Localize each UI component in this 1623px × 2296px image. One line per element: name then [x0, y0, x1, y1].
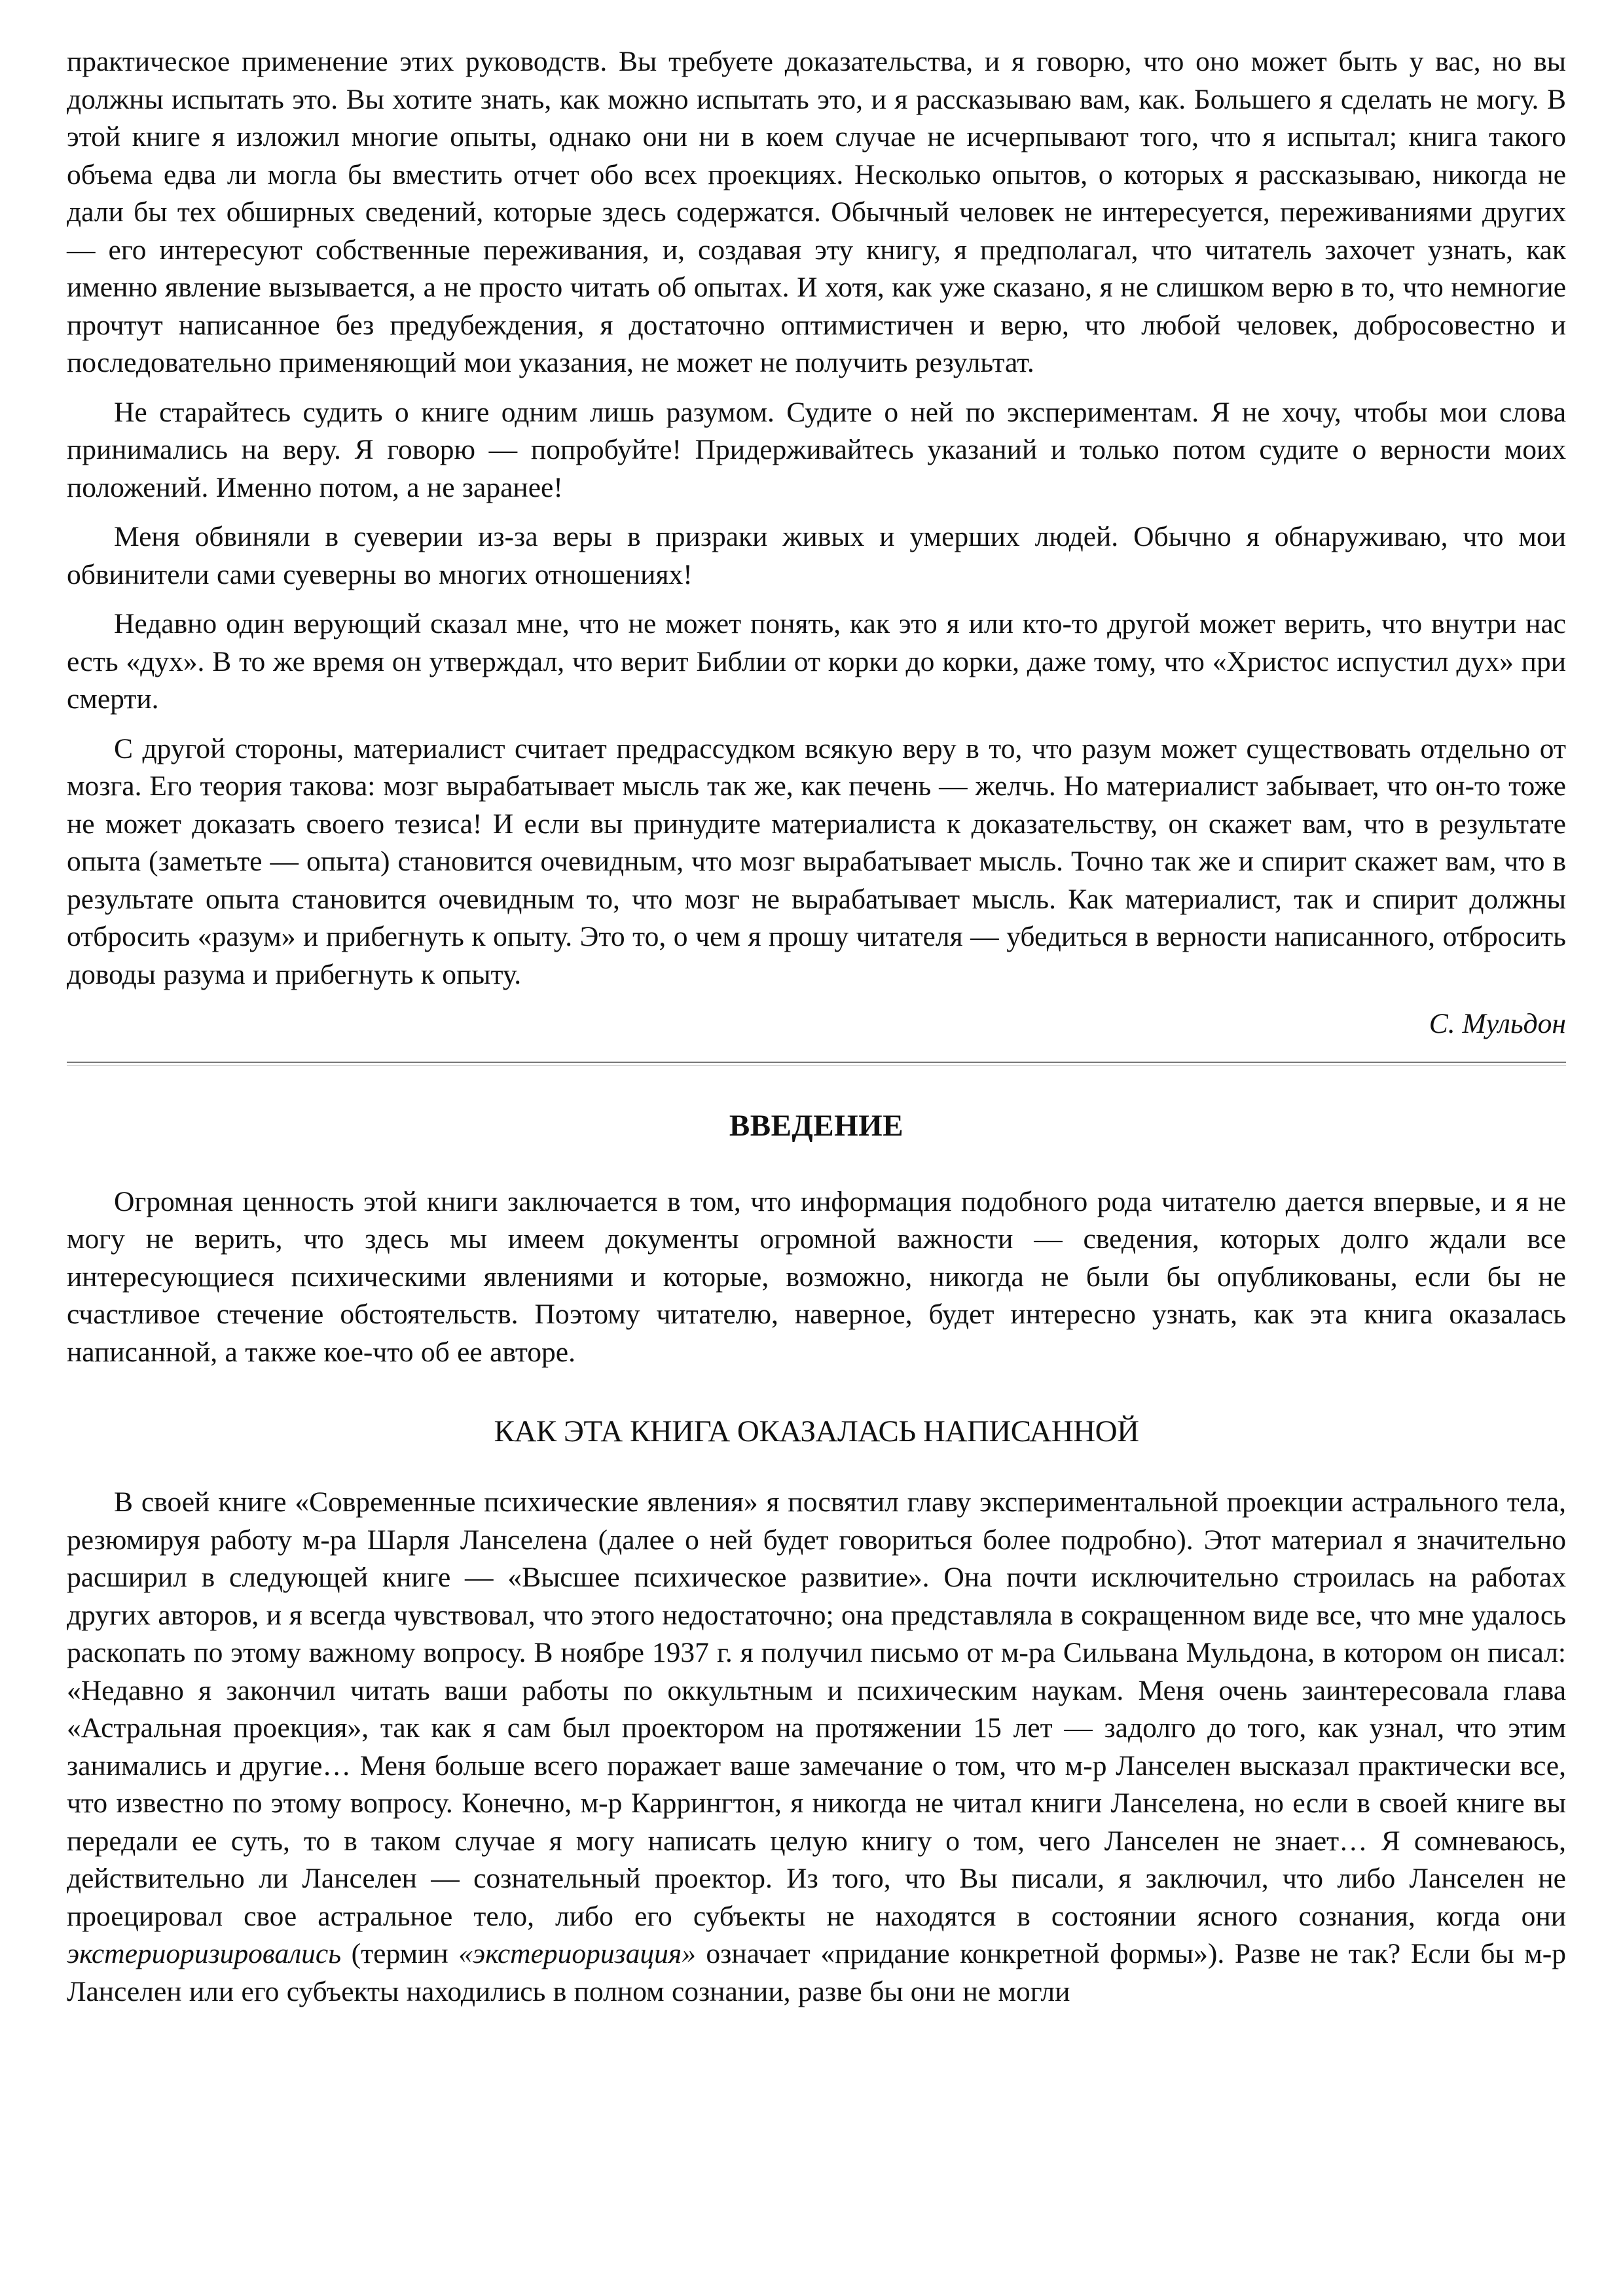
document-page	[67, 43, 1566, 2022]
intro-paragraph-1: практическое применение этих руководств. Вы требуете доказательства, и я говорю, что оно может быть у вас, но вы должны испытать это. Вы хотите знать, как можно испытать это, и я рассказываю вам, как. Большего я сделать не могу. В этой книге я изложил многие опыты, однако они ни в коем случае не исчерпывают того, что я испытал; книга такого объема едва ли могла бы вместить отчет обо всех проекциях. Несколько опытов, о которых я рассказываю, никогда не дали бы тех обширных сведений, которые здесь содержатся. Обычный человек не интересуется, переживаниями других — его интересуют собственные переживания, и, создавая эту книгу, я предполагал, что читатель захочет узнать, как именно явление вызывается, а не просто читать об опытах. И хотя, как уже сказано, я не слишком верю в то, что немногие прочтут написанное без предубеждения, я достаточно оптимистичен и верю, что любой человек, добросовестно и последовательно применяющий мои указания, не может не получить результат.	[67, 46, 1566, 378]
introduction-paragraph: Огромная ценность этой книги заключается в том, что информация подобного рода читателю дается впервые, и я не могу не верить, что здесь мы имеем документы огромной важности — сведения, которых долго ждали все интересующиеся психическими явлениями и которые, возможно, никогда не были бы опубликованы, если бы не счастливое стечение обстоятельств. Поэтому читателю, наверное, будет интересно узнать, как эта книга оказалась написанной, а также кое-что об ее авторе.	[67, 1185, 1566, 1368]
intro-paragraph-4: Недавно один верующий сказал мне, что не может понять, как это я или кто-то другой может верить, что внутри нас есть «дух». В то же время он утверждал, что верит Библии от корки до корки, даже тому, что «Христос испустил дух» при смерти.	[67, 608, 1566, 715]
term-exteriorized: экстериоризировались	[67, 1938, 342, 1969]
how-written-text-1: В своей книге «Современные психические явления» я посвятил главу экспериментальной проекции астрального тела, резюмируя работу м-ра Шарля Ланселена (далее о ней будет говориться более подробно). Этот материал я значительно расширил в следующей книге — «Высшее психическое развитие». Она почти исключительно строилась на работах других авторов, и я всегда чувствовал, что этого недостаточно; она представляла в сокращенном виде все, что мне удалось раскопать по этому важному вопросу. В ноябре 1937 г. я получил письмо от м-ра Сильвана Мульдона, в котором он писал: «Недавно я закончил читать ваши работы по оккультным и психическим наукам. Меня очень заинтересовала глава «Астральная проекция», так как я сам был проектором на протяжении 15 лет — задолго до того, как узнал, что этим занимались и другие… Меня больше всего поражает ваше замечание о том, что м-р Ланселен высказал практически все, что известно по этому вопросу. Конечно, м-р Каррингтон, я никогда не читал книги Ланселена, но если в своей книге вы передали ее суть, то в таком случае я могу написать целую книгу о том, чего Ланселен не знает… Я сомневаюсь, действительно ли Ланселен — сознательный проектор. Из того, что Вы писали, я заключил, что либо Ланселен не проецировал свое астральное тело, либо его субъекты не находятся в состоянии ясного сознания, когда они	[67, 1486, 1566, 1932]
how-written-paragraph	[67, 1484, 1566, 2011]
introduction-heading: ВВЕДЕНИЕ	[729, 1108, 904, 1143]
how-written-text-2: (термин	[341, 1938, 459, 1969]
intro-paragraph-5: С другой стороны, материалист считает предрассудком всякую веру в то, что разум может существовать отдельно от мозга. Его теория такова: мозг вырабатывает мысль так же, как печень — желчь. Но материалист забывает, что он-то тоже не может доказать своего тезиса! И если вы принудите материалиста к доказательству, он скажет вам, что в результате опыта (заметьте — опыта) становится очевидным, что мозг вырабатывает мысль. Точно так же и спирит скажет вам, что в результате опыта становится очевидным то, что мозг не вырабатывает мысль. Как материалист, так и спирит должны отбросить «разум» и прибегнуть к опыту. Это то, о чем я прошу читателя — убедиться в верности написанного, отбросить доводы разума и прибегнуть к опыту.	[67, 732, 1566, 990]
how-written-heading: КАК ЭТА КНИГА ОКАЗАЛАСЬ НАПИСАННОЙ	[494, 1414, 1139, 1448]
intro-paragraph-2: Не старайтесь судить о книге одним лишь разумом. Судите о ней по экспериментам. Я не хочу, чтобы мои слова принимались на веру. Я говорю — попробуйте! Придерживайтесь указаний и только потом судите о верности моих положений. Именно потом, а не заранее!	[67, 396, 1566, 503]
section-divider	[67, 1062, 1566, 1066]
term-exteriorization: «экстериоризация»	[458, 1938, 696, 1969]
author-signature: С. Мульдон	[1429, 1008, 1566, 1039]
how-written-text-3: означает «придание конкретной формы»). Разве не так? Если бы м-р Ланселен или его субъекты находились в полном сознании, разве бы они не могли	[67, 1938, 1567, 2007]
intro-paragraph-3: Меня обвиняли в суеверии из-за веры в призраки живых и умерших людей. Обычно я обнаруживаю, что мои обвинители сами суеверны во многих отношениях!	[67, 521, 1566, 590]
